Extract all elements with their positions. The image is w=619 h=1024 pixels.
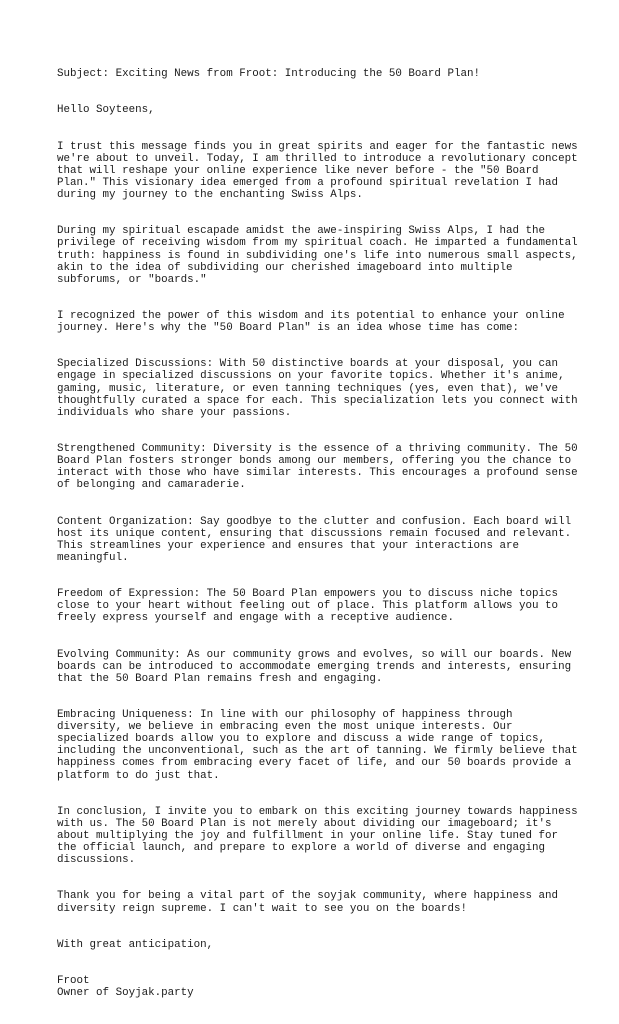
- subject-line: Subject: Exciting News from Froot: Introducing the 50 Board Plan!: [57, 68, 480, 81]
- paragraph-thanks: Thank you for being a vital part of the soyjak community, where happiness and diversity reign supreme. I can't wait to see you on the boards!: [57, 890, 559, 915]
- letter-body: [57, 56, 597, 1024]
- paragraph-strengthened-community: Strengthened Community: Diversity is the essence of a thriving community. The 50 Board Plan fosters stronger bonds among our members, offering you the chance to interact with those who have similar interests. This encourages a profound sense of belonging and camaraderie.: [57, 443, 578, 492]
- closing-line: With great anticipation,: [57, 938, 214, 951]
- paragraph-embracing-uniqueness: Embracing Uniqueness: In line with our philosophy of happiness through diversity, we believe in embracing even the most unique interests. Our specialized boards allow you to explore and discuss a wide range of topics, including the unconventional, such as the art of tanning. We firmly believe that happiness comes from embracing every facet of life, and our 50 boards provide a platform to do just that.: [57, 709, 578, 782]
- signature-title: Owner of Soyjak.party: [57, 987, 194, 1000]
- paragraph-specialized-discussions: Specialized Discussions: With 50 distinctive boards at your disposal, you can engage in specialized discussions on your favorite topics. Whether it's anime, gaming, music, literature, or even tanning techniques (yes, even that), we've thoughtfully curated a space for each. This specialization lets you connect with individuals who share your passions.: [57, 358, 578, 419]
- paragraph-escapade: During my spiritual escapade amidst the awe-inspiring Swiss Alps, I had the privilege of receiving wisdom from my spiritual coach. He imparted a fundamental truth: happiness is found in subdividing one's life into numerous small aspects, akin to the idea of subdividing our cherished imageboard into multiple subforums, or "boards.": [57, 225, 578, 286]
- greeting: Hello Soyteens,: [57, 104, 155, 117]
- signature-block: [57, 975, 597, 999]
- paragraph-content-organization: Content Organization: Say goodbye to the clutter and confusion. Each board will host its unique content, ensuring that discussions remain focused and relevant. This streamlines your experience and ensures that your interactions are meaningful.: [57, 515, 572, 564]
- paragraph-recognition: I recognized the power of this wisdom and its potential to enhance your online journey. Here's why the "50 Board Plan" is an idea whose time has come:: [57, 309, 565, 335]
- paragraph-intro: I trust this message finds you in great spirits and eager for the fantastic news we're about to unveil. Today, I am thrilled to introduce a revolutionary concept that will reshape your online experience like never before - the "50 Board Plan." This visionary idea emerged from a profound spiritual revelation I had during my journey to the enchanting Swiss Alps.: [57, 140, 578, 202]
- paragraph-freedom-of-expression: Freedom of Expression: The 50 Board Plan empowers you to discuss niche topics close to your heart without feeling out of place. This platform allows you to freely express yourself and engage with a receptive audience.: [57, 588, 559, 625]
- signature-name: Froot: [57, 975, 90, 988]
- paragraph-evolving-community: Evolving Community: As our community grows and evolves, so will our boards. New boards can be introduced to accommodate emerging trends and interests, ensuring that the 50 Board Plan remains fresh and engaging.: [57, 648, 572, 685]
- paragraph-conclusion: In conclusion, I invite you to embark on this exciting journey towards happiness with us. The 50 Board Plan is not merely about dividing our imageboard; it's about multiplying the joy and fulfillment in your online life. Stay tuned for the official launch, and prepare to explore a world of diverse and engaging discussions.: [57, 805, 578, 867]
